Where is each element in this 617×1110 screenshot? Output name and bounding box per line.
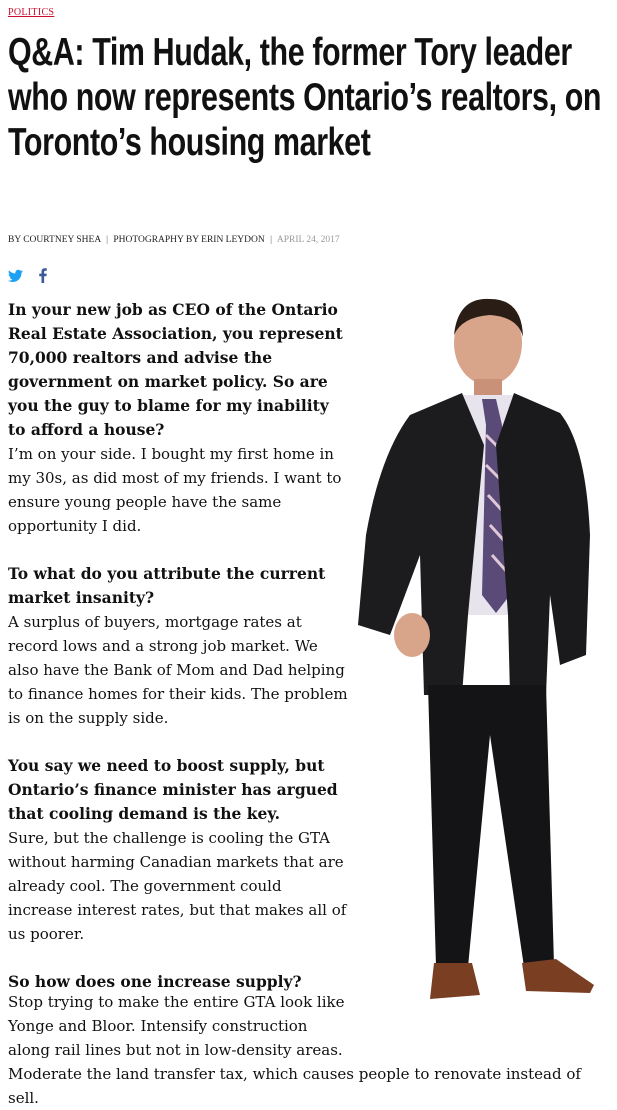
answer-2: A surplus of buyers, mortgage rates at record lows and a strong job market. We also have the Bank of Mom and Dad helping to finance homes for their kids. The problem is on the supply side. [8, 613, 348, 727]
headline: Q&A: Tim Hudak, the former Tory leader who now represents Ontario’s realtors, on Toronto’s housing market [8, 31, 602, 164]
byline-separator: | [106, 235, 108, 245]
question-1: In your new job as CEO of the Ontario Real Estate Association, you represent 70,000 realtors and advise the government on market policy. So are you the guy to blame for my inability to afford a house? [8, 300, 343, 439]
answer-4-line: Stop trying to make the entire GTA look like [8, 993, 345, 1011]
byline-separator: | [270, 235, 273, 245]
answer-4-line: Yonge and Bloor. Intensify construction [8, 1017, 308, 1035]
publish-date: APRIL 24, 2017 [276, 235, 340, 245]
facebook-icon[interactable] [38, 268, 54, 284]
byline-photographer: PHOTOGRAPHY BY ERIN LEYDON [113, 235, 265, 245]
answer-3: Sure, but the challenge is cooling the GTA without harming Canadian markets that are already cool. The government could increase interest rates, but that makes all of us poorer. [8, 829, 347, 943]
portrait-photo [350, 295, 615, 1015]
byline [8, 235, 340, 245]
article-body [8, 298, 348, 994]
byline-author: BY COURTNEY SHEA [8, 235, 101, 245]
question-4: So how does one increase supply? [8, 972, 302, 991]
twitter-icon[interactable] [8, 268, 24, 284]
answer-4-line: Moderate the land transfer tax, which causes people to renovate instead of sell. [8, 1065, 581, 1107]
answer-1: I’m on your side. I bought my first home in my 30s, as did most of my friends. I want to ensure young people have the same opportunity I did. [8, 445, 342, 535]
category-link[interactable]: POLITICS [8, 7, 55, 18]
answer-4-line: along rail lines but not in low-density areas. [8, 1041, 343, 1059]
question-2: To what do you attribute the current market insanity? [8, 564, 326, 607]
question-3: You say we need to boost supply, but Ontario’s finance minister has argued that cooling demand is the key. [8, 756, 338, 823]
